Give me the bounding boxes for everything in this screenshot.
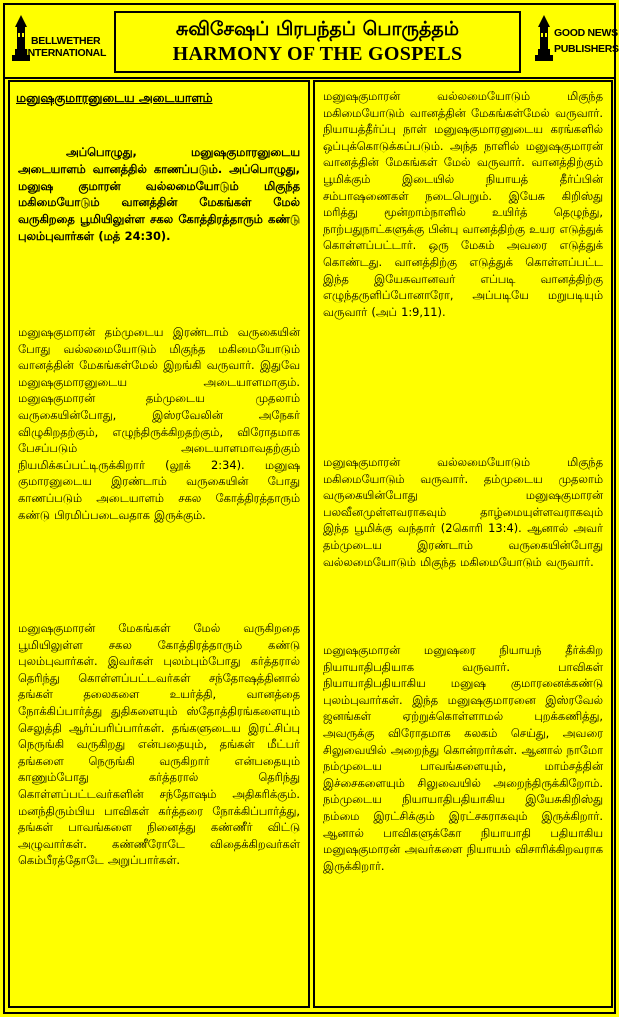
bellwether-logo (9, 13, 107, 67)
logo-left-line2: INTERNATIONAL (25, 47, 107, 59)
title-tamil: சுவிசேஷப் பிரபந்தப் பொருத்தம் (175, 18, 460, 40)
logo-right-line1: GOOD NEWS (554, 27, 618, 39)
left-column (8, 80, 310, 1008)
left-paragraph-2: மனுஷகுமாரன் மேகங்கள் மேல் வருகிறதை பூமியிலுள்ள சகல கோத்திரத்தாரும் கண்டு புலம்புவார்கள். இவர்கள் புலம்பும்போது கர்த்தரால் தெரிந்து கொள்ளப்பட்டவர்கள் சந்தோஷத்தினால் தங்கள் தலைகளை உயர்த்தி, வானத்தை நோக்கிப்பார்த்து துதிகளையும் ஸ்தோத்திரங்களையும் செலுத்தி ஆர்ப்பரிப்பார்கள். தங்களுடைய இரட்சிப்பு நெருங்கி வருகிறது என்பதையும், தங்கள் மீட்பர் தங்களை நெருங்கி வருகிறார் என்பதையும் காணும்போது கர்த்தரால் தெரிந்து கொள்ளப்பட்டவர்களின் சந்தோஷம் அதிகரிக்கும். மனந்திரும்பிய பாவிகள் கர்த்தரை நோக்கிப்பார்த்து, தங்கள் பாவங்களை நினைத்து கண்ணீர் விட்டு அழுவார்கள். கண்ணீரோடே விதைக்கிறவர்கள் கெம்பீரத்தோடே அறுப்பார்கள். (18, 621, 300, 868)
scripture-quote (18, 144, 300, 245)
right-paragraph-3: மனுஷகுமாரன் மனுஷரை நியாயந் தீர்க்கிற நியாயாதிபதியாக வருவார். பாவிகள் நியாயாதிபதியாகிய மனுஷ குமாரனைக்கண்டு புலம்புவார்கள். இந்த மனுஷகுமாரனை இஸ்ரவேல் ஜனங்கள் ஏற்றுக்கொள்ளாமல் புறக்கணித்து, அவருக்கு விரோதமாக கலகம் செய்து, அவரை சிலுவையில் அறைந்து கொன்றார்கள். ஆனால் நாமோ நம்முடைய பாவங்களையும், மாம்சத்தின் இச்சைகளையும் சிலுவையில் அறைந்திருக்கிறோம். நம்முடைய நியாயாதிபதியாகிய இயேசுகிறிஸ்து நம்மை இரட்சிக்கும் இரட்சகராகவும் இருக்கிறார். ஆனால் பாவிகளுக்கோ நியாயாதி பதியாகிய மனுஷகுமாரன் அவர்களை நியாயம் விசாரிக்கிறவராக இருக்கிறார். (323, 643, 603, 873)
right-paragraph-1: மனுஷகுமாரன் வல்லமையோடும் மிகுந்த மகிமையோடும் வானத்தின் மேகங்கள்மேல் வருவார். நியாயத்தீர்ப்பு நாள் மனுஷகுமாரனுடைய கரங்களில் ஒப்புக்கொடுக்கப்படும். அந்த நாளில் மனுஷகுமாரன் வானத்தின் மேகங்கள் மேல் வருவார். வானத்திற்கும் பூமிக்கும் இடையில் நியாயத் தீர்ப்பின் சம்பாஷணைகள் நடைபெறும். இயேசு கிறிஸ்து மரித்து மூன்றாம்நாளில் உயிர்த் தெழுந்து, நாற்பதுநாட்களுக்கு பின்பு வானத்திற்கு உயர எடுத்துக் கொள்ளப்பட்டார். ஒரு மேகம் அவரை எடுத்துக் கொண்டது. வானத்திற்கு எடுத்துக் கொள்ளப்பட்ட இந்த இயேசுவானவர் எப்படி வானத்திற்கு எழுந்தருளிப்போனாரோ, அப்படியே மறுபடியும் வருவார் (அப் 1:9,11). (323, 89, 603, 319)
title-box (114, 11, 521, 73)
right-column (313, 80, 613, 1008)
left-paragraph-1: மனுஷகுமாரன் தம்முடைய இரண்டாம் வருகையின் போது வல்லமையோடும் மிகுந்த மகிமையோடும் வானத்தின் மேகங்கள்மேல் இறங்கி வருவார். இதுவே மனுஷகுமாரனுடைய அடையாளமாகும். மனுஷகுமாரன் தம்முடைய முதலாம் வருகையின்போது, இஸ்ரவேலின் அநேகர் விழுகிறதற்கும், எழுந்திருக்கிறதற்கும், விரோதமாக பேசப்படும் அடையாளமாவதற்கும் நியமிக்கப்பட்டிருக்கிறார் (லூக் 2:34). மனுஷ குமாரனுடைய இரண்டாம் வருகையின் போது காணப்படும் அடையாளம் சகல கோத்திரத்தாரும் கண்டு பிரமிப்படைவதாக இருக்கும். (18, 325, 300, 522)
good-news-logo-icon (532, 13, 556, 63)
right-paragraph-2: மனுஷகுமாரன் வல்லமையோடும் மிகுந்த மகிமையோடும் வருவார். தம்முடைய முதலாம் வருகையின்போது மனுஷகுமாரன் பலவீனமுள்ளவராகவும் தாழ்மையுள்ளவராகவும் இந்த பூமிக்கு வந்தார் (2கொரி 13:4). ஆனால் அவர் தம்முடைய இரண்டாம் வருகையின்போது வல்லமையோடும் மிகுந்த மகிமையோடும் வருவார். (323, 455, 603, 569)
scripture-quote-text: அப்பொழுது, மனுஷகுமாரனுடைய அடையாளம் வானத்தில் காணப்படும். அப்பொழுது, மனுஷ குமாரன் வல்லமையோடும் மிகுந்த மகிமையோடும் வானத்தின் மேகங்கள் மேல் வருகிறதை பூமியிலுள்ள சகல கோத்திரத்தாரும் கண்டு புலம்புவார்கள் (மத் 24:30). (18, 145, 300, 243)
good-news-logo (532, 13, 619, 67)
logo-right-line2: PUBLISHERS (554, 43, 619, 55)
section-heading: மனுஷகுமாரனுடைய அடையாளம் (16, 90, 213, 105)
header (3, 3, 619, 79)
logo-left-line1: BELLWETHER (31, 35, 101, 47)
title-english: HARMONY OF THE GOSPELS (172, 43, 463, 65)
